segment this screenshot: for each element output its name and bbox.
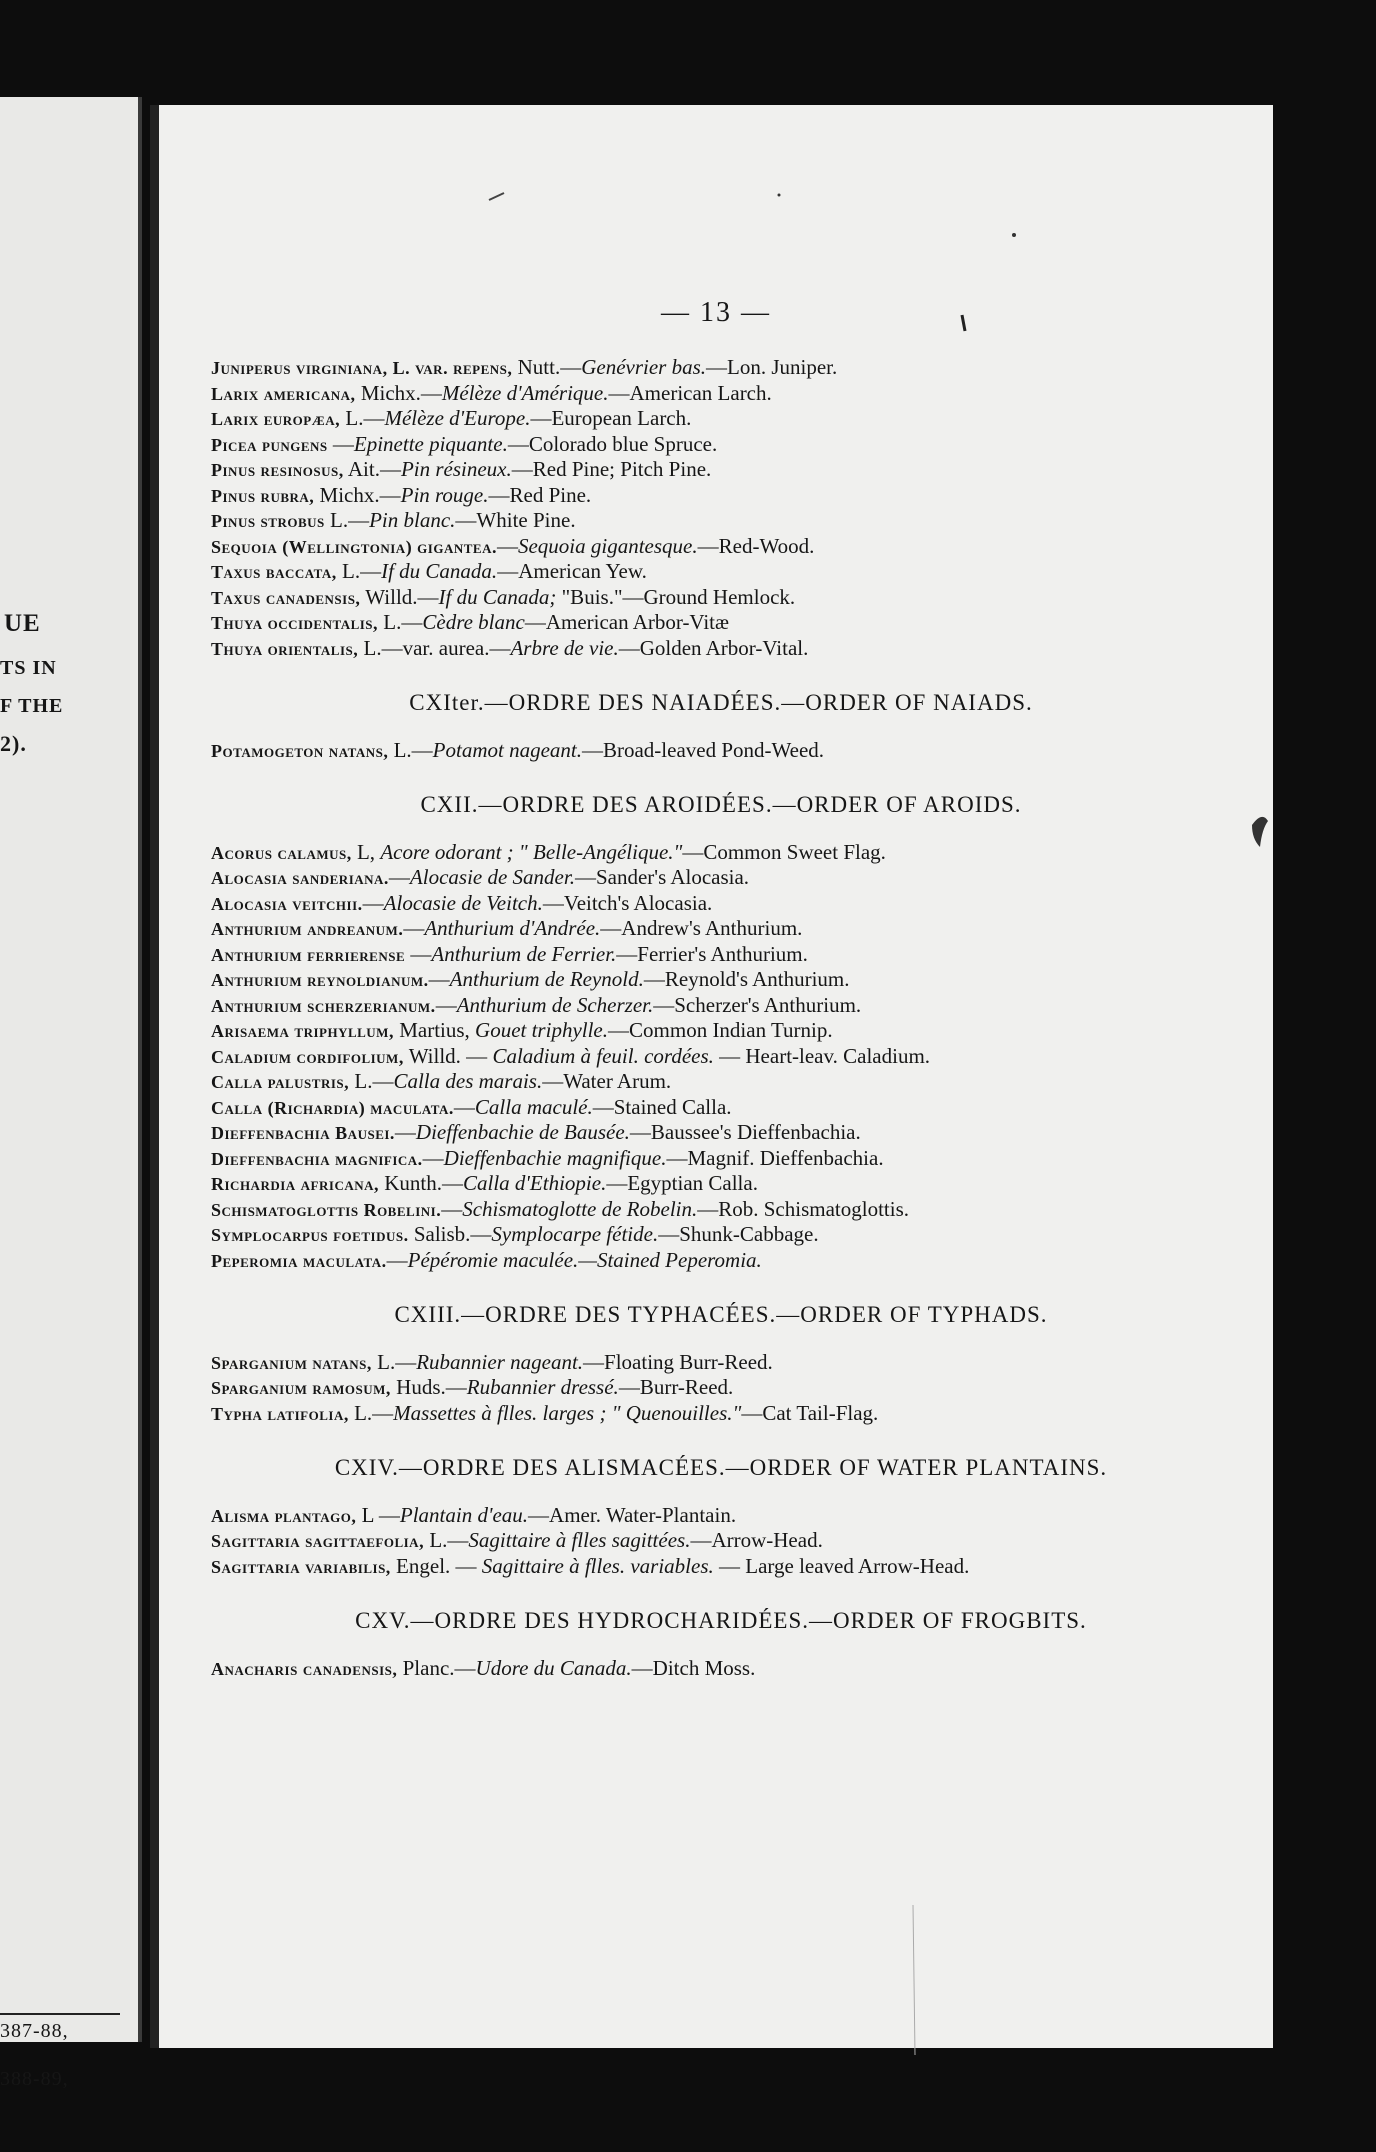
authority: Engel. — (390, 1553, 482, 1578)
authority: — (388, 865, 410, 889)
french-name: Udore du Canada. (475, 1655, 632, 1680)
species-entry (211, 508, 1231, 534)
english-name: —Ditch Moss. (631, 1655, 756, 1680)
species-entry (211, 1197, 1231, 1223)
species-entry (211, 1248, 1231, 1274)
latin-name: Acorus calamus, (211, 842, 352, 863)
french-name: Calla maculé. (474, 1094, 593, 1119)
french-name: Caladium à feuil. cordées. (492, 1043, 714, 1068)
latin-name: Sparganium natans, (211, 1352, 372, 1373)
authority: L — (356, 1502, 400, 1527)
english-name: —Common Sweet Flag. (682, 839, 886, 864)
english-name: —Water Arum. (542, 1069, 672, 1093)
authority: L.—var. aurea.— (358, 635, 511, 660)
left-page-edge (0, 97, 142, 2090)
french-name: Sagittaire à flles. variables. (481, 1553, 714, 1578)
latin-name: Larix europæa, (211, 409, 341, 429)
authority: — (453, 1094, 475, 1119)
english-name: —Magnif. Dieffenbachia. (666, 1145, 884, 1170)
latin-name: Peperomia maculata. (211, 1250, 387, 1271)
latin-name: Anthurium andreanum. (211, 919, 404, 939)
species-entry (211, 993, 1231, 1019)
french-name: Anthurium de Scherzer. (456, 992, 654, 1017)
english-name: —Sander's Alocasia. (574, 865, 750, 889)
english-name: —Baussee's Dieffenbachia. (629, 1120, 861, 1144)
french-name: Anthurium de Reynold. (449, 967, 644, 991)
species-entry (211, 534, 1231, 560)
latin-name: Thuya orientalis, (211, 638, 359, 659)
species-entry (211, 355, 1231, 381)
french-name: Potamot nageant. (432, 737, 582, 762)
authority: — (403, 916, 425, 940)
latin-name: Dieffenbachia magnifica. (211, 1148, 423, 1169)
species-entry (211, 1222, 1231, 1248)
species-entry (211, 381, 1231, 407)
species-entry (211, 636, 1231, 662)
french-name: Pin résineux. (400, 457, 512, 481)
latin-name: Alocasia veitchii. (211, 893, 363, 914)
french-name: Pin blanc. (369, 508, 456, 532)
species-entry (211, 1401, 1231, 1427)
authority: — (405, 941, 432, 966)
french-name: Anthurium d'Andrée. (424, 916, 601, 940)
english-name: —Rob. Schismatoglottis. (697, 1196, 910, 1221)
latin-name: Dieffenbachia Bausei. (211, 1123, 395, 1143)
latin-name: Sparganium ramosum, (211, 1378, 391, 1398)
latin-name: Taxus baccata, (211, 562, 337, 582)
species-entry (211, 1171, 1231, 1197)
species-entry (211, 1350, 1231, 1376)
species-entry (211, 1375, 1231, 1401)
french-name: Symplocarpe fétide. (491, 1222, 659, 1246)
authority: — (428, 967, 450, 991)
species-entry (211, 865, 1231, 891)
latin-name: Richardia africana, (211, 1174, 379, 1194)
english-name: —Egyptian Calla. (606, 1171, 758, 1195)
species-entry (211, 610, 1231, 636)
english-name: —Arrow-Head. (690, 1528, 823, 1552)
english-name: —Colorado blue Spruce. (507, 431, 718, 456)
species-entry (211, 738, 1231, 764)
authority: Martius, (393, 1018, 476, 1042)
left-page-fragment: F THE (0, 695, 64, 717)
authority: L.— (324, 508, 370, 532)
species-entry (211, 840, 1231, 866)
french-name: Mélèze d'Amérique. (441, 380, 609, 405)
english-name: "Buis."—Ground Hemlock. (556, 584, 796, 609)
latin-name: Larix americana, (211, 383, 356, 404)
document-page (150, 105, 1273, 2048)
french-name: Rubannier dressé. (466, 1375, 619, 1399)
species-entry (211, 1503, 1231, 1529)
authority: — (394, 1120, 416, 1144)
authority: — (362, 890, 384, 915)
latin-name: Alocasia sanderiana. (211, 868, 389, 888)
french-name: Alocasie de Veitch. (383, 890, 543, 915)
french-name: If du Canada. (381, 559, 498, 583)
french-name: Gouet triphylle. (475, 1018, 609, 1042)
english-name: — Heart-leav. Caladium. (713, 1043, 931, 1068)
english-name: —Lon. Juniper. (706, 355, 838, 379)
english-name: —European Larch. (530, 406, 692, 430)
authority: Huds.— (390, 1375, 467, 1399)
english-name: —Red Pine. (488, 482, 592, 507)
authority: L, (351, 839, 381, 864)
latin-name: Sagittaria sagittaefolia, (211, 1531, 425, 1551)
authority: Planc.— (397, 1655, 476, 1680)
english-name: —Broad-leaved Pond-Weed. (581, 737, 825, 762)
english-name: —Red Pine; Pitch Pine. (511, 457, 712, 481)
french-name: Epinette piquante. (353, 431, 508, 456)
species-entry (211, 457, 1231, 483)
species-entry (211, 1044, 1231, 1070)
english-name: —Shunk-Cabbage. (658, 1222, 819, 1246)
authority: Michx.— (314, 482, 401, 507)
latin-name: Pinus rubra, (211, 485, 315, 506)
french-name: Genévrier bas. (581, 355, 707, 379)
english-name: —American Arbor-Vitæ (524, 610, 730, 634)
species-entry (211, 916, 1231, 942)
french-name: Arbre de vie. (510, 635, 619, 660)
french-name: Schismatoglotte de Robelin. (462, 1196, 698, 1221)
latin-name: Picea pungens (211, 434, 328, 455)
latin-name: Typha latifolia, (211, 1403, 349, 1424)
species-entry (211, 1069, 1231, 1095)
latin-name: Anthurium reynoldianum. (211, 970, 429, 990)
page-number: — 13 — (661, 297, 771, 328)
species-entry (211, 559, 1231, 585)
english-name: —White Pine. (455, 508, 576, 532)
species-entry (211, 1656, 1231, 1682)
authority: Salisb.— (408, 1222, 492, 1246)
section-heading: CXIII.—ORDRE DES TYPHACÉES.—ORDER OF TYPHADS. (394, 1302, 1048, 1327)
latin-name: Symplocarpus foetidus. (211, 1225, 409, 1245)
latin-name: Taxus canadensis, (211, 587, 361, 608)
authority: Michx.— (355, 380, 442, 405)
authority: Nutt.— (512, 355, 582, 379)
french-name: Pépéromie maculée.—Stained Peperomia. (407, 1247, 762, 1272)
species-entry (211, 967, 1231, 993)
latin-name: Thuya occidentalis, (211, 613, 379, 633)
french-name: Anthurium de Ferrier. (431, 941, 617, 966)
authority: Willd.— (360, 584, 439, 609)
authority: — (435, 992, 457, 1017)
english-name: —Veitch's Alocasia. (542, 890, 713, 915)
english-name: —Red-Wood. (697, 533, 815, 558)
authority: L.— (349, 1069, 394, 1093)
latin-name: Calla palustris, (211, 1072, 350, 1092)
latin-name: Potamogeton natans, (211, 740, 389, 761)
species-entry (211, 1554, 1231, 1580)
left-page-fragment: 2). (0, 731, 27, 756)
french-name: Alocasie de Sander. (409, 865, 575, 889)
left-page-fragment: TS IN (0, 657, 57, 679)
authority: L.— (348, 1400, 394, 1425)
species-entry (211, 483, 1231, 509)
english-name: —American Larch. (608, 380, 772, 405)
english-name: —Burr-Reed. (618, 1375, 734, 1399)
english-name: — Large leaved Arrow-Head. (713, 1553, 970, 1578)
latin-name: Calla (Richardia) maculata. (211, 1097, 454, 1118)
latin-name: Anthurium scherzerianum. (211, 995, 436, 1016)
latin-name: Anacharis canadensis, (211, 1658, 398, 1679)
species-entry (211, 1146, 1231, 1172)
authority: Willd. — (403, 1043, 493, 1068)
authority: L.— (371, 1349, 417, 1374)
english-name: —Common Indian Turnip. (608, 1018, 833, 1042)
authority: L.— (378, 610, 423, 634)
french-name: Pin rouge. (400, 482, 489, 507)
french-name: Mélèze d'Europe. (384, 406, 531, 430)
english-name: —Golden Arbor-Vital. (618, 635, 809, 660)
french-name: If du Canada; (438, 584, 557, 609)
authority: L.— (340, 406, 385, 430)
french-name: Calla des marais. (393, 1069, 543, 1093)
english-name: —Reynold's Anthurium. (643, 967, 850, 991)
species-entry (211, 942, 1231, 968)
section-heading: CXIter.—ORDRE DES NAIADÉES.—ORDER OF NAIADS. (409, 690, 1033, 715)
species-entry (211, 891, 1231, 917)
authority: Kunth.— (379, 1171, 463, 1195)
latin-name: Anthurium ferrierense (211, 944, 406, 965)
species-entry (211, 585, 1231, 611)
latin-name: Sagittaria variabilis, (211, 1556, 391, 1577)
english-name: —Stained Calla. (592, 1094, 732, 1119)
section-heading: CXV.—ORDRE DES HYDROCHARIDÉES.—ORDER OF FROGBITS. (355, 1608, 1087, 1633)
english-name: —Cat Tail-Flag. (741, 1400, 879, 1425)
latin-name: Pinus strobus (211, 511, 325, 531)
authority: Ait.— (343, 457, 401, 481)
authority: — (422, 1145, 444, 1170)
french-name: Sequoia gigantesque. (517, 533, 698, 558)
english-name: —American Yew. (497, 559, 647, 583)
french-name: Plantain d'eau. (399, 1502, 529, 1527)
english-name: —Amer. Water-Plantain. (528, 1502, 737, 1527)
english-name: —Ferrier's Anthurium. (616, 941, 808, 966)
french-name: Dieffenbachie magnifique. (443, 1145, 667, 1170)
species-entry (211, 1095, 1231, 1121)
latin-name: Arisaema triphyllum, (211, 1021, 394, 1041)
latin-name: Sequoia (Wellingtonia) gigantea. (211, 536, 497, 557)
english-name: —Floating Burr-Reed. (583, 1349, 773, 1374)
authority: L.— (388, 737, 433, 762)
latin-name: Alisma plantago, (211, 1505, 357, 1526)
species-entry (211, 432, 1231, 458)
page-content (211, 355, 1231, 1681)
left-page-rule (0, 2013, 120, 2015)
french-name: Cèdre blanc (422, 610, 525, 634)
english-name: —Scherzer's Anthurium. (653, 992, 862, 1017)
authority: L.— (336, 559, 382, 583)
latin-name: Pinus resinosus, (211, 460, 344, 480)
authority: — (386, 1247, 408, 1272)
authority: — (441, 1196, 463, 1221)
left-page-fragment: 387-88, (0, 2020, 69, 2042)
species-entry (211, 1528, 1231, 1554)
french-name: Dieffenbachie de Bausée. (415, 1120, 630, 1144)
english-name: —Andrew's Anthurium. (600, 916, 803, 940)
authority: — (327, 431, 354, 456)
left-page-fragment: UE (4, 610, 41, 637)
section-heading: CXIV.—ORDRE DES ALISMACÉES.—ORDER OF WATER PLANTAINS. (334, 1455, 1108, 1480)
french-name: Sagittaire à flles sagittées. (468, 1528, 691, 1552)
section-heading: CXII.—ORDRE DES AROIDÉES.—ORDER OF AROIDS. (420, 792, 1022, 817)
species-entry (211, 406, 1231, 432)
french-name: Calla d'Ethiopie. (463, 1171, 607, 1195)
latin-name: Schismatoglottis Robelini. (211, 1199, 442, 1220)
authority: — (496, 533, 518, 558)
species-entry (211, 1018, 1231, 1044)
latin-name: Juniperus virginiana, L. var. repens, (211, 358, 513, 378)
species-entry (211, 1120, 1231, 1146)
french-name: Massettes à flles. larges ; " Quenouilles." (393, 1400, 742, 1425)
french-name: Acore odorant ; " Belle-Angélique." (380, 839, 683, 864)
french-name: Rubannier nageant. (416, 1349, 584, 1374)
left-page-fragment: 388-89, (0, 2068, 69, 2090)
latin-name: Caladium cordifolium, (211, 1046, 404, 1067)
authority: L.— (424, 1528, 469, 1552)
